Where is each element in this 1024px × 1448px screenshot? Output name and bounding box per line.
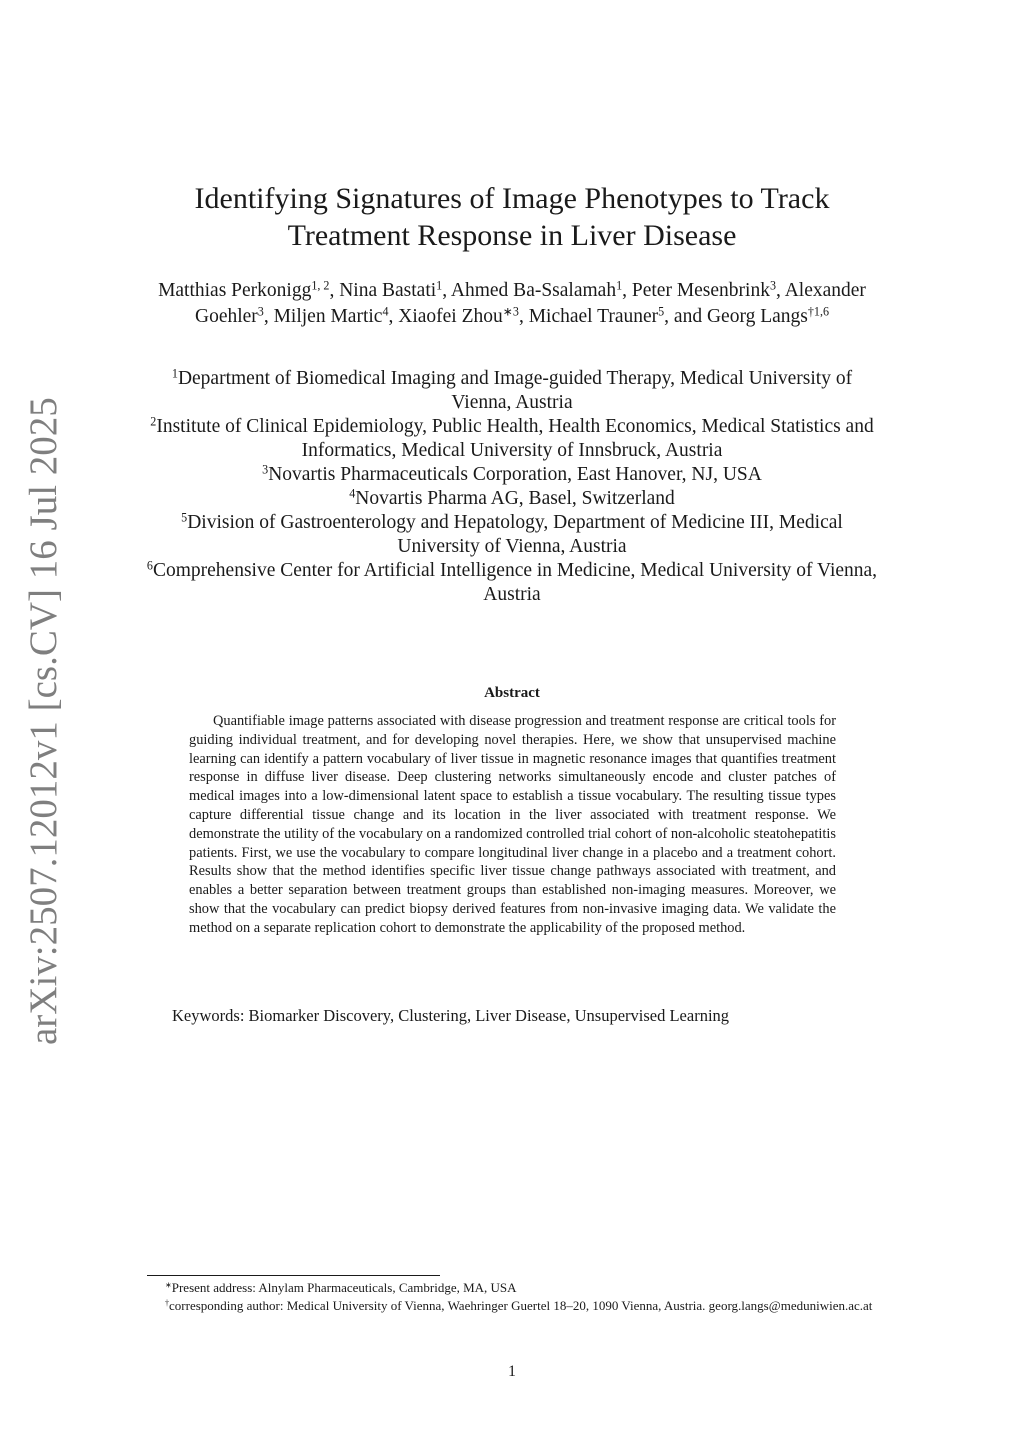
affiliation-mark: 2 xyxy=(150,414,157,429)
keywords-line: Keywords: Biomarker Discovery, Clustering, Liver Disease, Unsupervised Learning xyxy=(172,1006,730,1025)
paper-title-line-1: Identifying Signatures of Image Phenotypes to Track xyxy=(194,182,830,215)
footnote xyxy=(147,1297,878,1315)
affiliation-text: Novartis Pharmaceuticals Corporation, East Hanover, NJ, USA xyxy=(268,464,762,485)
affiliation xyxy=(140,511,884,559)
arxiv-identifier-stamp: arXiv:2507.12012v1 [cs.CV] 16 Jul 2025 xyxy=(22,397,65,1045)
abstract-heading: Abstract xyxy=(484,685,540,701)
affiliation xyxy=(140,559,884,607)
footnote-text: corresponding author: Medical University of Vienna, Waehringer Guertel 18–20, 1090 Vienna, Austria. georg.langs@meduniwien.ac.at xyxy=(169,1297,873,1313)
author-affiliation-mark: 4 xyxy=(382,304,389,319)
author-affiliation-mark: 3 xyxy=(769,278,777,293)
author-connector: and xyxy=(673,306,703,327)
affiliation-text: Department of Biomedical Imaging and Image-guided Therapy, Medical University of Vienna, Austria xyxy=(177,368,853,413)
author-name: Xiaofei Zhou xyxy=(398,306,503,327)
author-affiliation-mark: ∗3 xyxy=(502,304,519,319)
footnote-mark: ∗ xyxy=(165,1280,172,1290)
author-name: Miljen Martic xyxy=(273,306,383,327)
author-name: Alexander Goehler xyxy=(194,280,866,327)
affiliation-text: Institute of Clinical Epidemiology, Public Health, Health Economics, Medical Statistics and Informatics, Medical University of Innsbruck, Austria xyxy=(156,416,874,461)
affiliation-mark: 6 xyxy=(146,558,153,573)
author-name: Nina Bastati xyxy=(339,280,437,301)
affiliation-text: Comprehensive Center for Artificial Intelligence in Medicine, Medical University of Vienna, Austria xyxy=(152,560,878,605)
footnotes xyxy=(147,1279,878,1314)
author-affiliation-mark: 3 xyxy=(257,304,264,319)
footnote-divider xyxy=(147,1275,440,1276)
author-name: Matthias Perkonigg xyxy=(158,280,312,301)
author-affiliation-mark: 5 xyxy=(658,304,665,319)
footnote xyxy=(147,1279,878,1297)
affiliation-mark: 3 xyxy=(262,462,269,477)
affiliation-mark: 5 xyxy=(181,510,188,525)
affiliation xyxy=(140,415,884,463)
paper-title xyxy=(150,180,874,254)
author-affiliation-mark: 1, 2 xyxy=(311,278,330,293)
author-name: Ahmed Ba-Ssalamah xyxy=(450,280,617,301)
footnote-mark: † xyxy=(165,1298,170,1308)
affiliation-mark: 4 xyxy=(349,486,356,501)
author-name: Michael Trauner xyxy=(528,306,659,327)
affiliation-text: Division of Gastroenterology and Hepatology, Department of Medicine III, Medical University of Vienna, Austria xyxy=(187,512,843,557)
affiliation-mark: 1 xyxy=(171,366,178,381)
footnote-text: Present address: Alnylam Pharmaceuticals, Cambridge, MA, USA xyxy=(171,1280,517,1295)
page-number: 1 xyxy=(508,1363,516,1380)
author-affiliation-mark: †1,6 xyxy=(807,304,830,319)
affiliation xyxy=(140,367,884,415)
affiliation-text: Novartis Pharma AG, Basel, Switzerland xyxy=(355,488,675,509)
author-name: Georg Langs xyxy=(706,306,808,327)
author-list: Matthias Perkonigg$^{1, 2}$, Nina Bastati$^1$, Ahmed Ba-Ssalamah$^1$, Peter Mesenbrink$^3$, Alexander Goehler$^3$, Miljen Martic$^4$, Xiaofei Zhou$^{∗3}$, Michael Trauner$^5$, and Georg Langs$^{\dagger 1,6}$ xyxy=(158,278,866,327)
author-name: Peter Mesenbrink xyxy=(631,280,770,301)
author-affiliation-mark: 1 xyxy=(616,278,623,293)
paper-title-line-2: Treatment Response in Liver Disease xyxy=(287,219,737,252)
affiliation-list xyxy=(140,367,884,607)
abstract-text: Quantifiable image patterns associated with disease progression and treatment response are critical tools for guiding individual treatment, and for developing novel therapies. Here, we show that unsupervised machine learning can identify a pattern vocabulary of liver tissue in magnetic resonance images that quantifies treatment response in diffuse liver disease. Deep clustering networks simultaneously encode and cluster patches of medical images into a low-dimensional latent space to establish a tissue vocabulary. The resulting tissue types capture differential tissue change and its location in the liver associated with treatment response. We demonstrate the utility of the vocabulary on a randomized controlled trial cohort of non-alcoholic steatohepatitis patients. First, we use the vocabulary to compare longitudinal liver change in a placebo and a treatment cohort. Results show that the method identifies specific liver tissue change pathways associated with treatment, and enables a better separation between treatment groups than established non-imaging measures. Moreover, we show that the vocabulary can predict biopsy derived features from non-invasive imaging data. We validate the method on a separate replication cohort to demonstrate the applicability of the proposed method. xyxy=(189,713,836,936)
author-affiliation-mark: 1 xyxy=(436,278,443,293)
affiliation xyxy=(140,487,884,511)
affiliation xyxy=(140,463,884,487)
